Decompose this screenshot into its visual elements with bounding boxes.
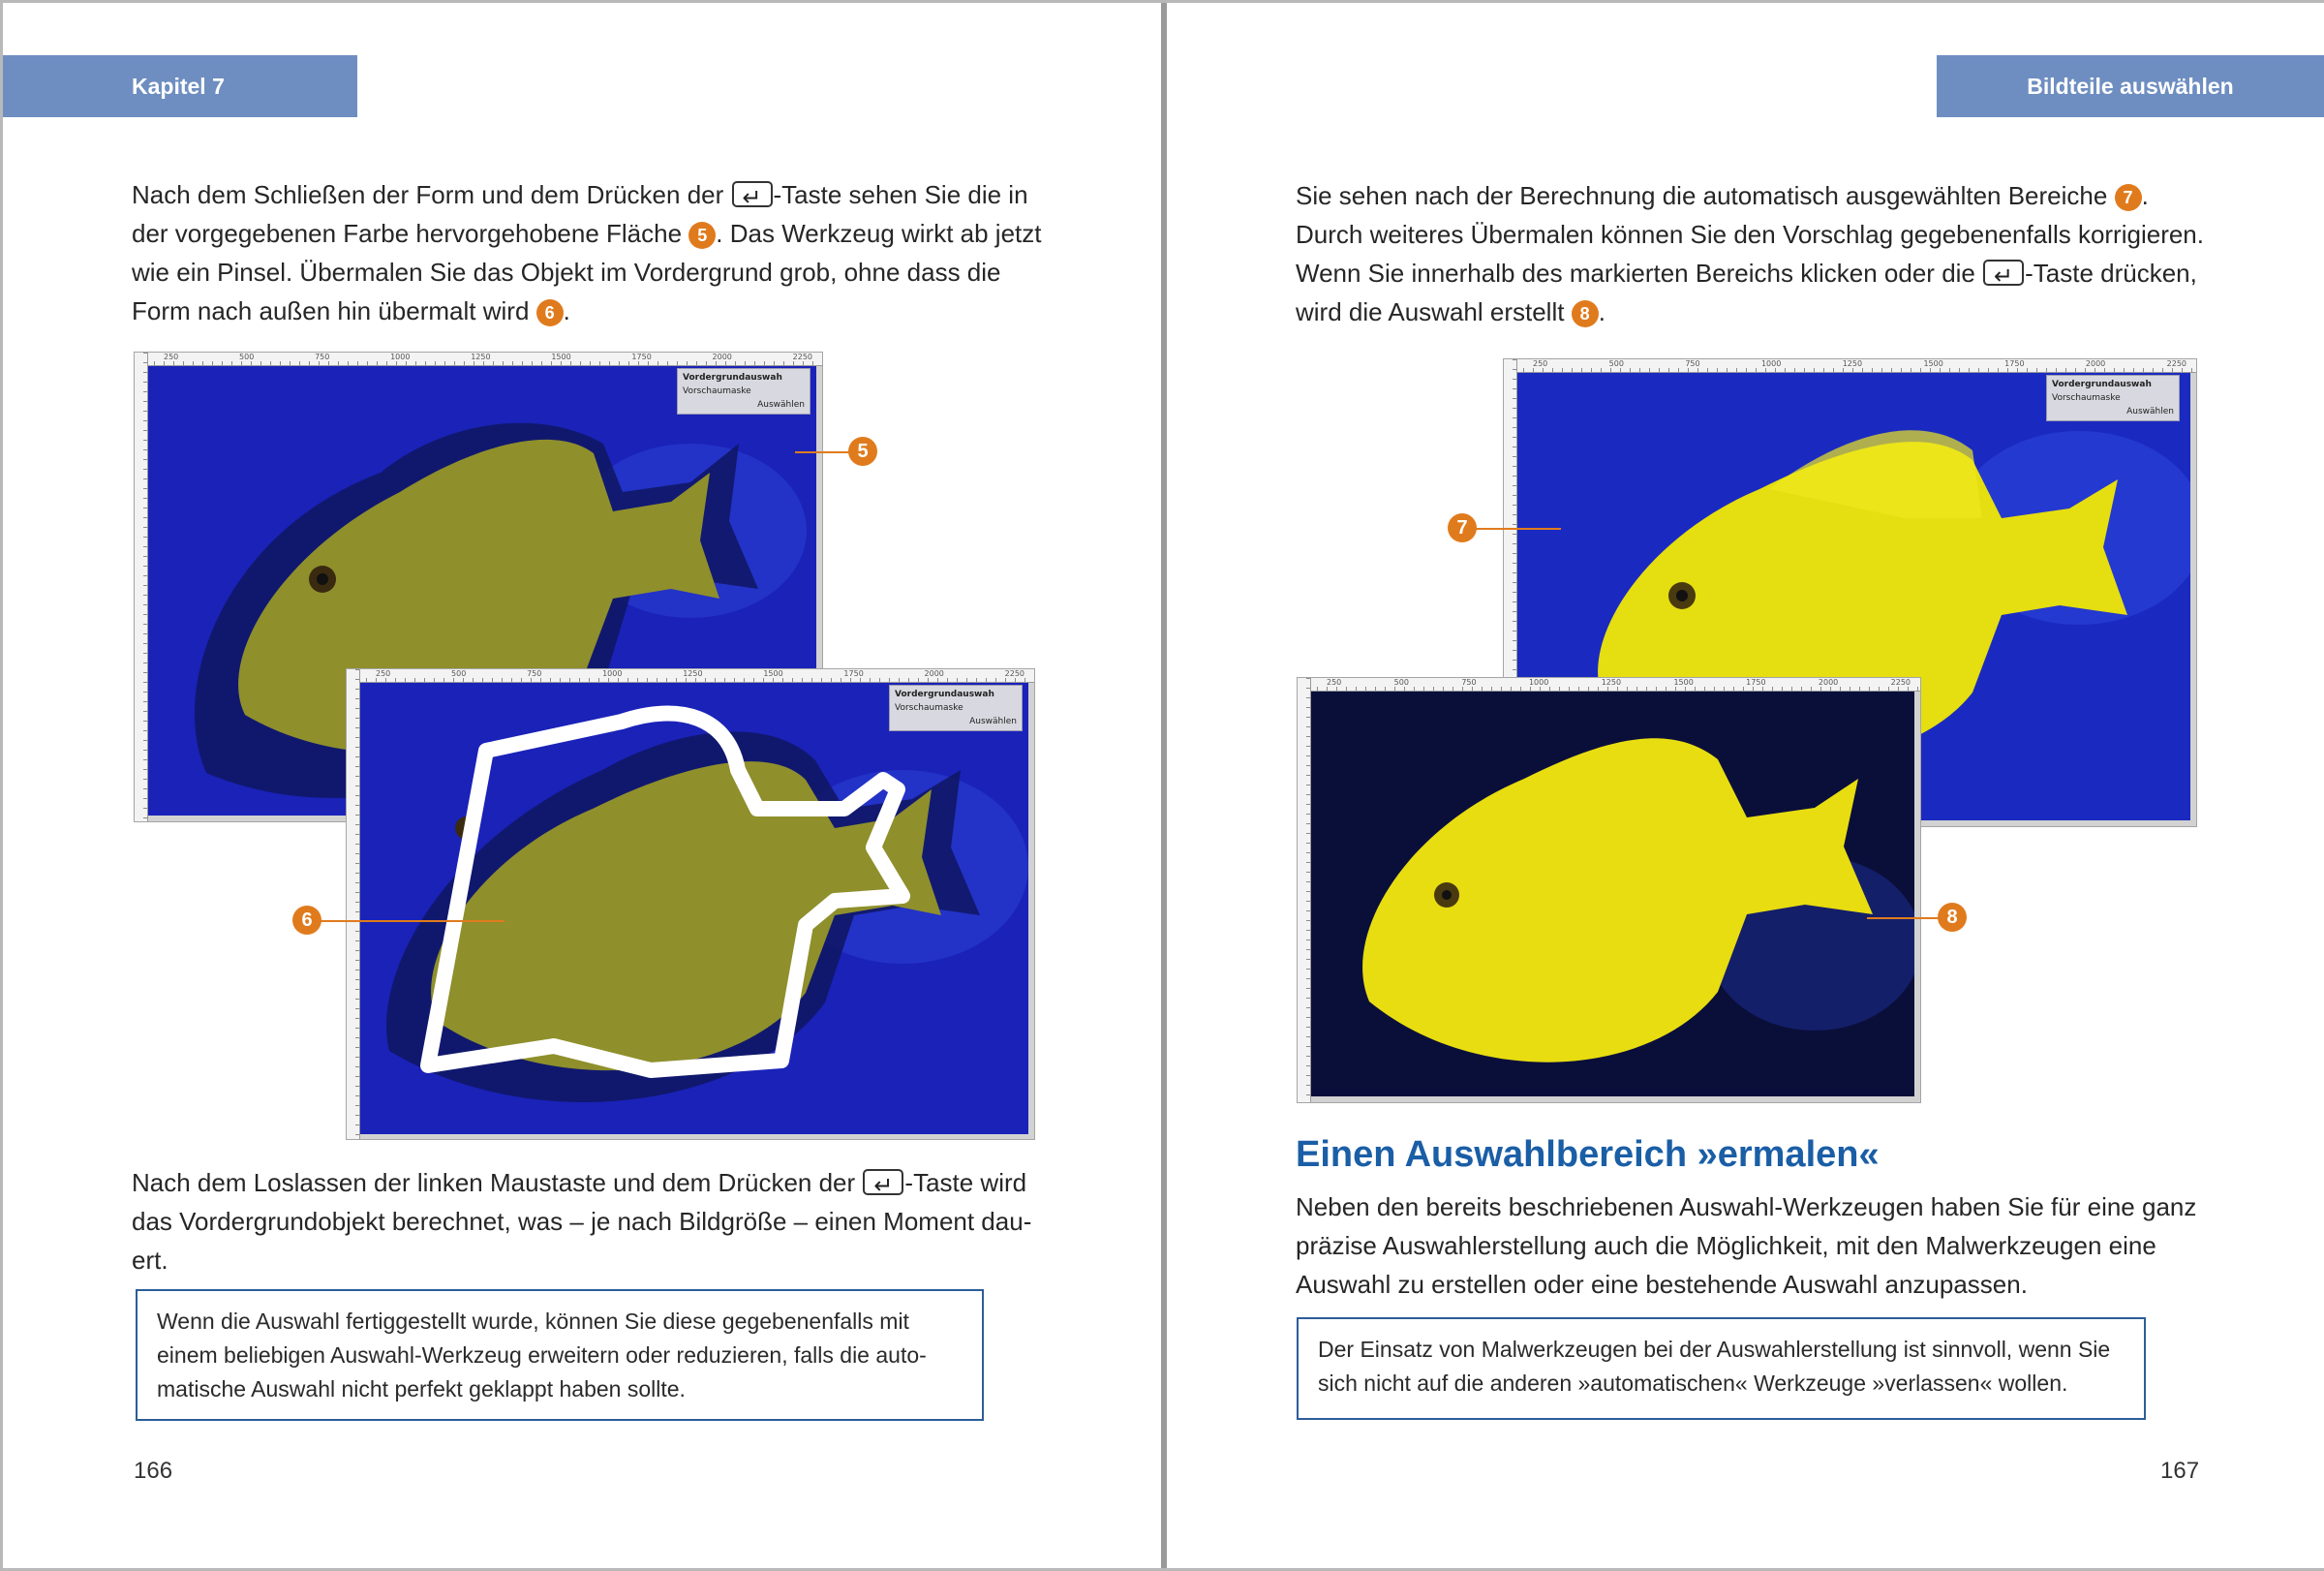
ruler-tick-label: 250 xyxy=(164,353,179,361)
ruler-tick-label: 1250 xyxy=(1842,359,1863,368)
ruler-tick-label: 2250 xyxy=(2166,359,2186,368)
callout-marker-5: 5 xyxy=(688,222,716,249)
right-second-paragraph xyxy=(1296,1187,2196,1304)
tip-line: sich nicht auf die anderen »automatischen« Werkzeuge »verlassen« wollen. xyxy=(1318,1371,2068,1396)
callout-line-7 xyxy=(1476,528,1561,530)
ruler-tick-label: 1000 xyxy=(602,669,623,678)
callout-line-5 xyxy=(795,451,855,453)
ruler-tick-label: 500 xyxy=(1393,678,1409,687)
book-gutter xyxy=(1161,3,1167,1568)
text-line: Nach dem Loslassen der linken Maustaste und dem Drücken der ↵-Taste wird xyxy=(132,1163,1031,1202)
ruler-tick-labels xyxy=(1533,359,2186,369)
ruler-tick-label: 250 xyxy=(376,669,391,678)
text-line: der vorgegebenen Farbe hervorgehobene Fläche 5 . Das Werkzeug wirkt ab jetzt xyxy=(132,219,1042,248)
preview-mask-option[interactable]: Vorschaumaske xyxy=(895,703,963,713)
text-line: Wenn Sie innerhalb des markierten Bereichs klicken oder die ↵-Taste drücken, xyxy=(1296,254,2204,293)
right-intro-paragraph xyxy=(1296,176,2204,331)
ruler-tick-labels xyxy=(164,353,812,362)
tip-line: Wenn die Auswahl fertiggestellt wurde, können Sie diese gegebenenfalls mit xyxy=(157,1309,909,1334)
final-fish-image xyxy=(1311,692,1914,1096)
ruler-tick-label: 2250 xyxy=(1004,669,1024,678)
ruler-tick-labels xyxy=(376,669,1024,679)
text-line: ert. xyxy=(132,1246,168,1275)
ruler-tick-label: 1750 xyxy=(631,353,652,361)
page-number-right: 167 xyxy=(2160,1458,2200,1484)
preview-mask-option[interactable]: Vorschaumaske xyxy=(683,386,751,396)
page-number-left: 166 xyxy=(134,1458,173,1484)
screenshot-callout-7: 7 xyxy=(1448,513,1477,542)
text-line: das Vordergrundobjekt berechnet, was – je nach Bildgröße – einen Moment dau- xyxy=(132,1207,1032,1236)
ruler-tick-label: 750 xyxy=(315,353,330,361)
ruler-tick-label: 1500 xyxy=(1923,359,1943,368)
panel-title: Vordergrundauswah xyxy=(2052,380,2152,389)
ruler-tick-label: 500 xyxy=(451,669,467,678)
text-line: Auswahl zu erstellen oder eine bestehende Auswahl anzupassen. xyxy=(1296,1270,2028,1299)
callout-line-8 xyxy=(1867,917,1944,919)
callout-marker-6: 6 xyxy=(536,299,564,326)
ruler-tick-label: 500 xyxy=(1608,359,1624,368)
ruler-tick-label: 750 xyxy=(527,669,542,678)
ruler-tick-label: 2000 xyxy=(1818,678,1839,687)
left-second-paragraph xyxy=(132,1163,1031,1279)
screenshot-drawn-outline xyxy=(346,668,1035,1140)
ruler-vertical xyxy=(1298,678,1311,1102)
screenshot-callout-5: 5 xyxy=(848,437,877,466)
panel-title: Vordergrundauswah xyxy=(895,690,994,699)
ruler-tick-labels xyxy=(1327,678,1911,688)
ruler-tick-label: 2000 xyxy=(924,669,944,678)
ruler-tick-label: 1750 xyxy=(1746,678,1766,687)
right-page xyxy=(1168,3,2324,1568)
ruler-tick-label: 1250 xyxy=(1601,678,1622,687)
ruler-tick-label: 1500 xyxy=(763,669,783,678)
text-line: Form nach außen hin übermalt wird 6 . xyxy=(132,296,570,325)
text-line: Nach dem Schließen der Form und dem Drücken der ↵-Taste sehen Sie die in xyxy=(132,175,1041,214)
callout-line-6 xyxy=(321,920,505,922)
enter-key-icon xyxy=(732,181,773,207)
ruler-tick-label: 1250 xyxy=(471,353,491,361)
ruler-tick-label: 2000 xyxy=(712,353,732,361)
panel-title: Vordergrundauswah xyxy=(683,373,782,383)
select-button[interactable]: Auswählen xyxy=(2126,407,2174,416)
section-heading: Einen Auswahlbereich »ermalen« xyxy=(1296,1134,1880,1175)
select-button[interactable]: Auswählen xyxy=(757,400,805,410)
text-line: wird die Auswahl erstellt 8 . xyxy=(1296,297,1605,326)
ruler-tick-label: 2250 xyxy=(792,353,812,361)
ruler-tick-label: 250 xyxy=(1533,359,1548,368)
screenshot-callout-8: 8 xyxy=(1938,903,1967,932)
preview-mask-option[interactable]: Vorschaumaske xyxy=(2052,393,2121,403)
ruler-tick-label: 1500 xyxy=(551,353,571,361)
tip-line: einem beliebigen Auswahl-Werkzeug erweitern oder reduzieren, falls die auto- xyxy=(157,1342,927,1368)
text-line: Neben den bereits beschriebenen Auswahl-Werkzeugen haben Sie für eine ganz xyxy=(1296,1192,2197,1221)
ruler-tick-label: 500 xyxy=(239,353,255,361)
tip-line: Der Einsatz von Malwerkzeugen bei der Auswahlerstellung ist sinnvoll, wenn Sie xyxy=(1318,1337,2111,1362)
section-tab: Bildteile auswählen xyxy=(1937,55,2324,117)
text-line: Durch weiteres Übermalen können Sie den Vorschlag gegebenenfalls korrigieren. xyxy=(1296,220,2204,249)
tool-options-panel xyxy=(2046,375,2180,421)
ruler-tick-label: 250 xyxy=(1327,678,1342,687)
callout-marker-8: 8 xyxy=(1572,300,1599,327)
screenshot-callout-6: 6 xyxy=(292,906,321,935)
enter-key-icon xyxy=(863,1169,903,1195)
tip-box-right xyxy=(1297,1317,2146,1420)
ruler-tick-label: 750 xyxy=(1461,678,1477,687)
ruler-tick-label: 1500 xyxy=(1673,678,1694,687)
tip-box-left xyxy=(136,1289,984,1421)
chapter-tab: Kapitel 7 xyxy=(3,55,357,117)
text-line: wie ein Pinsel. Übermalen Sie das Objekt im Vordergrund grob, ohne dass die xyxy=(132,258,1001,287)
ruler-tick-label: 1750 xyxy=(843,669,864,678)
left-page xyxy=(3,3,1162,1568)
ruler-tick-label: 1000 xyxy=(1528,678,1549,687)
fish-outline-image xyxy=(360,683,1028,1134)
text-line: präzise Auswahlerstellung auch die Möglichkeit, mit den Malwerkzeugen eine xyxy=(1296,1231,2156,1260)
select-button[interactable]: Auswählen xyxy=(969,717,1017,726)
text-line: Sie sehen nach der Berechnung die automatisch ausgewählten Bereiche 7 . xyxy=(1296,181,2149,210)
enter-key-icon xyxy=(1983,260,2024,286)
ruler-tick-label: 750 xyxy=(1685,359,1700,368)
ruler-tick-label: 1250 xyxy=(683,669,703,678)
ruler-vertical xyxy=(347,669,360,1139)
left-intro-paragraph xyxy=(132,175,1041,330)
ruler-tick-label: 1000 xyxy=(1760,359,1782,368)
tool-options-panel xyxy=(889,685,1023,731)
ruler-vertical xyxy=(135,353,148,821)
ruler-tick-label: 2250 xyxy=(1890,678,1911,687)
ruler-tick-label: 2000 xyxy=(2085,359,2106,368)
tip-line: matische Auswahl nicht perfekt geklappt haben sollte. xyxy=(157,1376,686,1402)
screenshot-final-selection xyxy=(1297,677,1921,1103)
tool-options-panel xyxy=(677,368,810,415)
callout-marker-7: 7 xyxy=(2115,184,2142,211)
ruler-tick-label: 1000 xyxy=(390,353,411,361)
ruler-tick-label: 1750 xyxy=(2004,359,2025,368)
